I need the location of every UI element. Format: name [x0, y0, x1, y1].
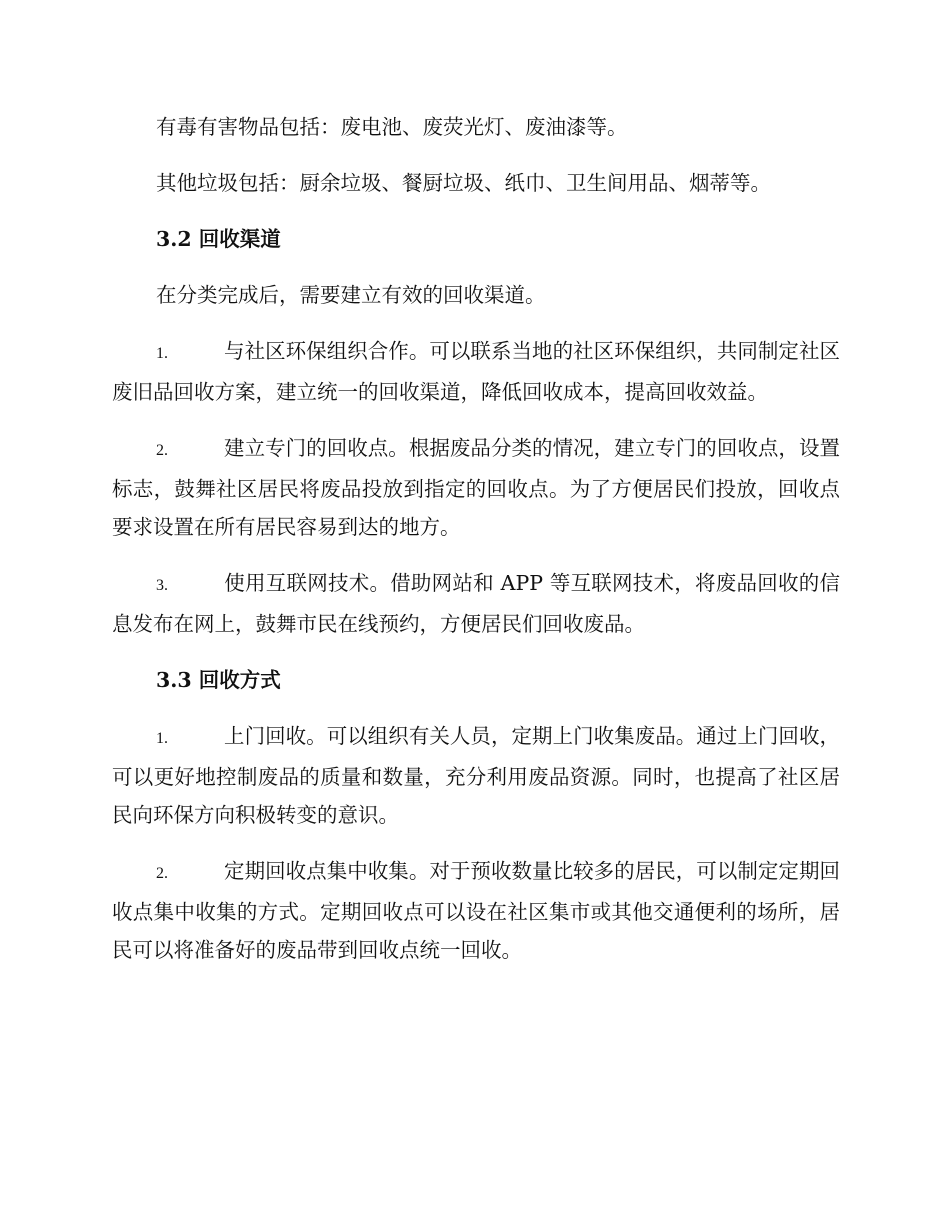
list-item [112, 564, 840, 643]
list-item-number: 1. [156, 730, 168, 747]
list-item-number: 1. [156, 345, 168, 362]
list-item [112, 717, 840, 834]
list-item-text: 上门回收。可以组织有关人员，定期上门收集废品。通过上门回收，可以更好地控制废品的质量和数量，充分利用废品资源。同时，也提高了社区居民向环保方向积极转变的意识。 [112, 724, 840, 827]
paragraph-hazardous-items: 有毒有害物品包括：废电池、废荧光灯、废油漆等。 [156, 115, 628, 139]
list-item-number: 3. [156, 577, 168, 594]
paragraph-other-waste: 其他垃圾包括：厨余垃圾、餐厨垃圾、纸巾、卫生间用品、烟蒂等。 [156, 171, 771, 195]
list-item [112, 852, 840, 969]
section-heading-recycling-channels: 3.2 回收渠道 [156, 227, 281, 251]
list-item-text: 使用互联网技术。借助网站和 APP 等互联网技术，将废品回收的信息发布在网上，鼓舞市民在线预约，方便居民们回收废品。 [112, 571, 840, 636]
section-heading-recycling-methods: 3.3 回收方式 [156, 668, 281, 692]
list-item-text: 建立专门的回收点。根据废品分类的情况，建立专门的回收点，设置标志，鼓舞社区居民将废品投放到指定的回收点。为了方便居民们投放，回收点要求设置在所有居民容易到达的地方。 [112, 436, 840, 539]
list-item-number: 2. [156, 442, 168, 459]
paragraph-channels-intro: 在分类完成后，需要建立有效的回收渠道。 [156, 283, 546, 307]
list-item-number: 2. [156, 865, 168, 882]
list-item [112, 332, 840, 411]
list-item-text: 与社区环保组织合作。可以联系当地的社区环保组织，共同制定社区废旧品回收方案，建立统一的回收渠道，降低回收成本，提高回收效益。 [112, 339, 840, 404]
document-page [112, 108, 840, 987]
list-item-text: 定期回收点集中收集。对于预收数量比较多的居民，可以制定定期回收点集中收集的方式。定期回收点可以设在社区集市或其他交通便利的场所，居民可以将准备好的废品带到回收点统一回收。 [112, 859, 840, 962]
list-item [112, 429, 840, 546]
